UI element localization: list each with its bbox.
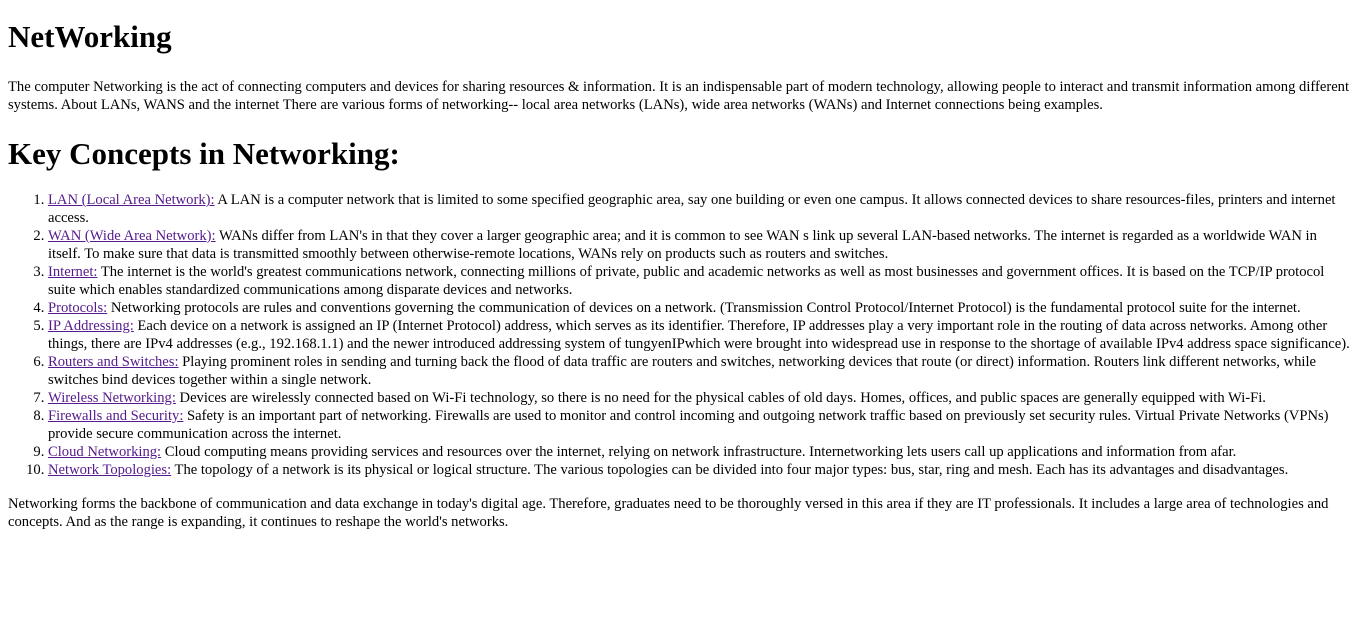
concept-description: WANs differ from LAN's in that they cover a larger geographic area; and it is common to see WAN s link up several LAN-based networks. The internet is regarded as a worldwide WAN in itself. To make sure that data is transmitted smoothly between otherwise-remote locations, WANs rely on products such as routers and switches.	[48, 228, 1317, 262]
concept-link-internet[interactable]: Internet:	[48, 264, 98, 280]
list-item	[48, 191, 1350, 227]
concepts-list	[8, 191, 1350, 479]
concept-link-ip-addressing[interactable]: IP Addressing:	[48, 318, 134, 334]
concept-link-firewalls-security[interactable]: Firewalls and Security:	[48, 408, 184, 424]
concept-description: Each device on a network is assigned an IP (Internet Protocol) address, which serves as its identifier. Therefore, IP addresses play a very important role in the routing of data across networks. Among other things, there are IPv4 addresses (e.g., 192.168.1.1) and the newer introduced addressing system of tungyenIPwhich were brought into widespread use in response to the shortage of available IPv4 address space significance).	[48, 318, 1350, 352]
list-item	[48, 443, 1350, 461]
list-item	[48, 407, 1350, 443]
section-heading: Key Concepts in Networking:	[8, 136, 400, 171]
concept-link-routers-switches[interactable]: Routers and Switches:	[48, 354, 179, 370]
concept-description: A LAN is a computer network that is limited to some specified geographic area, say one building or even one campus. It allows connected devices to share resources-files, printers and internet access.	[48, 192, 1336, 226]
concept-link-protocols[interactable]: Protocols:	[48, 300, 108, 316]
concept-link-topologies[interactable]: Network Topologies:	[48, 462, 172, 478]
concept-description: The internet is the world's greatest communications network, connecting millions of private, public and academic networks as well as most businesses and government offices. It is based on the TCP/IP protocol suite which enables standardized communications among disparate devices and networks.	[48, 264, 1325, 298]
list-item	[48, 227, 1350, 263]
page-title: NetWorking	[8, 19, 172, 54]
concept-description: Networking protocols are rules and conventions governing the communication of devices on a network. (Transmission Control Protocol/Internet Protocol) is the fundamental protocol suite for the internet.	[107, 300, 1301, 316]
list-item	[48, 389, 1350, 407]
concept-link-wireless[interactable]: Wireless Networking:	[48, 390, 176, 406]
concept-link-wan[interactable]: WAN (Wide Area Network):	[48, 228, 216, 244]
concept-description: Playing prominent roles in sending and turning back the flood of data traffic are routers and switches, networking devices that route (or direct) information. Routers link different networks, while switches bind devices together within a single network.	[48, 354, 1316, 388]
concept-description: The topology of a network is its physical or logical structure. The various topologies can be divided into four major types: bus, star, ring and mesh. Each has its advantages and disadvantages.	[171, 462, 1289, 478]
concept-link-lan[interactable]: LAN (Local Area Network):	[48, 192, 215, 208]
list-item	[48, 461, 1350, 479]
list-item	[48, 353, 1350, 389]
list-item	[48, 263, 1350, 299]
concept-description: Safety is an important part of networking. Firewalls are used to monitor and control incoming and outgoing network traffic based on previously set security rules. Virtual Private Networks (VPNs) provide secure communication across the internet.	[48, 408, 1329, 442]
concept-description: Cloud computing means providing services and resources over the internet, relying on network infrastructure. Internetworking lets users call up applications and information from afar.	[161, 444, 1237, 460]
intro-paragraph: The computer Networking is the act of connecting computers and devices for sharing resources & information. It is an indispensable part of modern technology, allowing people to interact and transmit information among different systems. About LANs, WANS and the internet There are various forms of networking-- local area networks (LANs), wide area networks (WANs) and Internet connections being examples.	[8, 79, 1350, 113]
list-item	[48, 317, 1350, 353]
concept-description: Devices are wirelessly connected based on Wi-Fi technology, so there is no need for the physical cables of old days. Homes, offices, and public spaces are generally equipped with Wi-Fi.	[175, 390, 1266, 406]
list-item	[48, 299, 1350, 317]
outro-paragraph: Networking forms the backbone of communication and data exchange in today's digital age. Therefore, graduates need to be thoroughly versed in this area if they are IT professionals. It includes a large area of technologies and concepts. And as the range is expanding, it continues to reshape the world's networks.	[8, 496, 1329, 530]
concept-link-cloud[interactable]: Cloud Networking:	[48, 444, 162, 460]
